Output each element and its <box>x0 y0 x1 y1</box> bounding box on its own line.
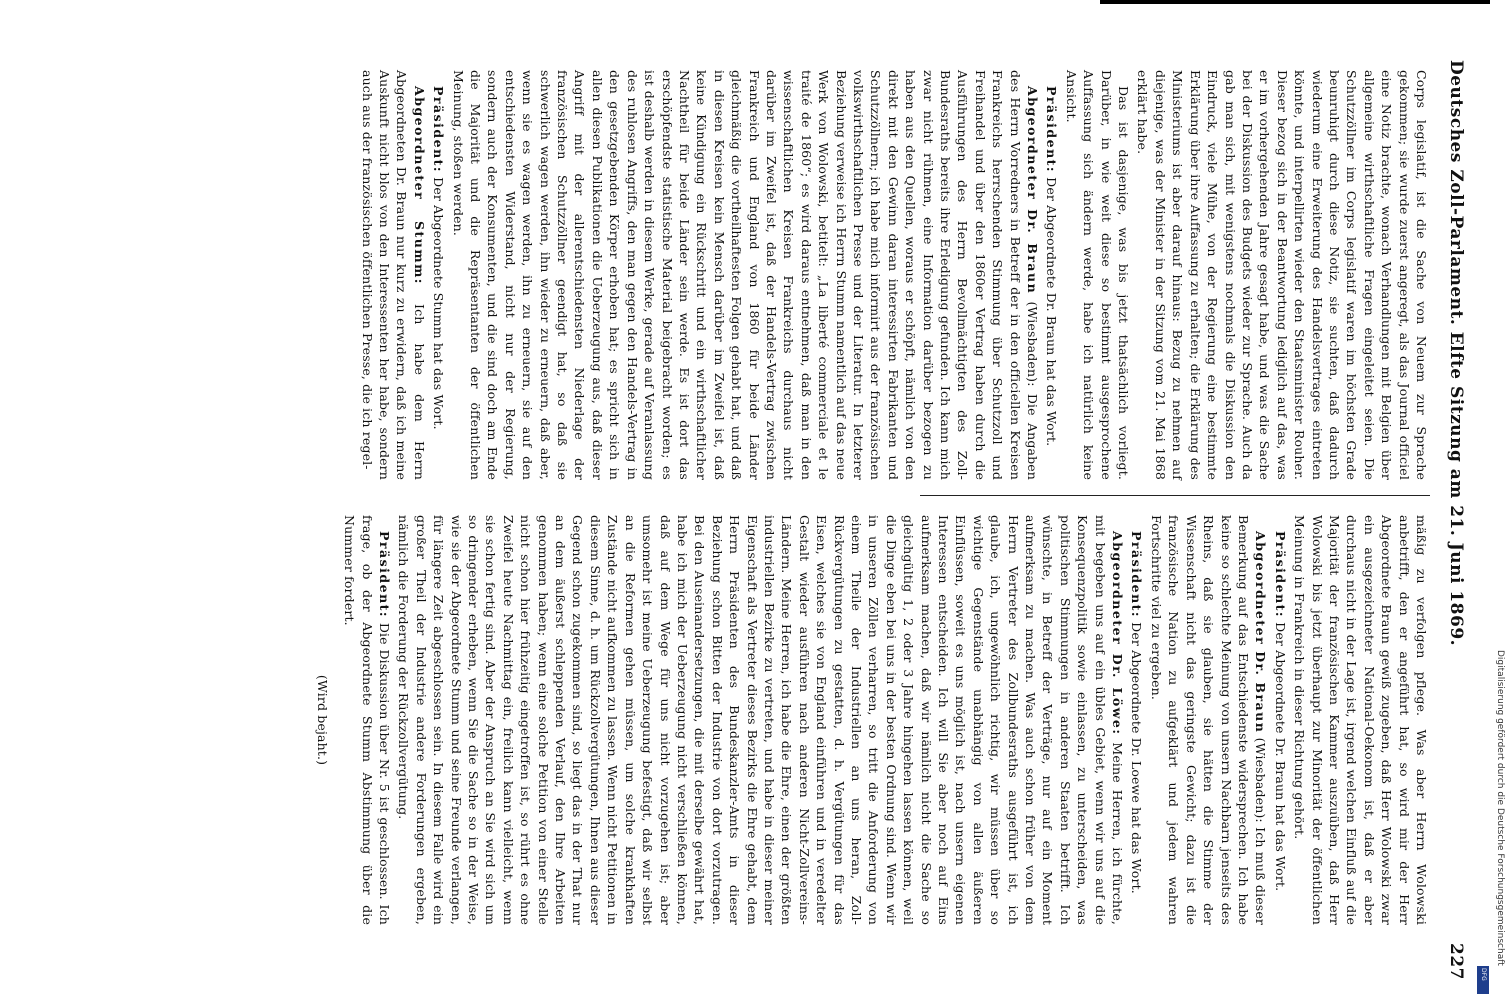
column-divider <box>920 495 1430 496</box>
page-title: Deutsches Zoll-Parlament. Elfte Sitzung am 21. Juni 1869. <box>1446 60 1466 647</box>
speaker-name: Präsident: <box>431 86 447 174</box>
dfg-logo-text: DFG <box>1480 968 1487 981</box>
speaker-place: (Wiesbaden): <box>1253 737 1269 823</box>
speaker-paragraph <box>1148 515 1270 925</box>
stage-direction: (Wird bejaht.) <box>314 674 330 766</box>
speech-text: Der Abgeordnete Stumm hat das Wort. <box>431 177 447 430</box>
speech-text: Die Angaben des Herrn Vorredners in Betreff der in den officiellen Kreisen Frankreichs herrschenden Stimmung über Schutzzoll und Freihandel und über den 1860er Vertrag haben durch die Ausführungen des Herrn Bevollmächtigten des Zoll-Bundesraths bereits ihre Erledigung gefunden. Ich kann mich zwar nicht rühmen, eine Information darüber bezogen zu haben aus den Quellen, woraus er schöpft, nämlich von den direkt mit den Gewinn daran interessirten Fabrikanten und Schutzzöllnern; ich habe mich informirt aus der französischen volkswirthschaftlichen Presse und der Literatur. In letzterer Beziehung verweise ich Herrn Stumm namentlich auf das neue Werk von Wolowski, betitelt: „La liberté commerciale et le traité de 1860“; es wird daraus entnehmen, daß man in den wissenschaftlichen Kreisen Frankreichs durchaus nicht darüber im Zweifel ist, daß der Handels-Vertrag zwischen Frankreich und England von 1860 für beide Länder gleichmäßig die vortheilhaftesten Folgen gehabt hat, und daß in diesen Kreisen kein Mensch darüber im Zweifel ist, daß keine Kündigung ein Rückschritt und ein wirthschaftlicher Nachtheil für beide Länder sein werde. Es ist dort das erschöpfendste statistische Material beigebracht worden; es ist deshalb werden in diesem Werke, gerade auf Veranlassung des ruhlosen Angriffs, den man gegen den Handels-Vertrag in den gesetzgebenden Körper erhoben hat; es spricht sich in allen diesen Publikationen die Ueberzeugung aus, daß dieser Angriff mit der allerentschiedensten Niederlage der französischen Schutzzöllner geendigt hat, so daß sie schwerlich wagen werden, ihn wieder zu erneuern, daß aber, wenn sie es wagen werden, ihn zu erneuern, sie auf den entschiedensten Widerstand, nicht nur der Regierung, sondern auch der Konsumenten, und die sind doch am Ende die Majorität und die Repräsentanten der öffentlichen Meinung, stoßen werden. <box>450 70 1041 481</box>
page-number: 227 <box>1446 943 1466 980</box>
speaker-paragraph <box>1043 70 1060 480</box>
speech-text: Der Abgeordnete Dr. Braun hat das Wort. <box>1044 177 1060 447</box>
paragraph: Corps legislatif, ist die Sache von Neuem zur Sprache gekommen; sie wurde zuerst angeregt, als das Journal officiel eine Notiz brachte, wonach Verhandlungen mit Belgien über allgemeine wirthschaftliche Fragen eingeleitet seien. Die Schutzzöllner im Corps legislatif waren im höchsten Grade beunruhigt durch diese Notiz, sie suchten, daß dadurch wiederum eine Erweiterung des Handelsvertrages eintreten könnte, und interpellirten wieder den Staatsminister Rouher. Dieser bezog sich in der Beantwortung lediglich auf das, was er im vorhergehenden Jahre gesagt habe, und was die Sache bei der Diskussion des Budgets wieder zur Sprache. Auch da gab man sich, mit wenigstens nochmals die Diskussion den Eindruck, viele Mühe, von der Regierung eine bestimmte Erklärung über ihre Auffassung zu erhalten; die Erklärung des Ministeriums ist aber darauf hinaus: Bezug zu nehmen auf diejenige, was der Minister in der Sitzung vom 21. Mai 1868 erklärt habe. <box>1135 70 1429 480</box>
speaker-name: Präsident: <box>1044 86 1060 174</box>
speech-text: Ich habe dem Herrn Abgeordneten Dr. Braun nur kurz zu erwidern, daß ich meine Auskunft nicht blos von den Interessenten her habe, sondern auch aus der französischen öffentlichen Presse, die ich regel- <box>359 70 427 480</box>
speaker-name: Abgeordneter Dr. Braun <box>1253 531 1269 734</box>
digitization-note <box>1477 650 1505 995</box>
right-column <box>311 515 1430 925</box>
speaker-paragraph <box>1128 515 1145 925</box>
speaker-paragraph <box>358 70 428 480</box>
speaker-paragraph <box>1271 515 1288 925</box>
speaker-name: Abgeordneter Dr. Braun <box>1025 86 1041 295</box>
speaker-name: Abgeordneter Stumm: <box>411 86 427 285</box>
speaker-paragraph <box>395 515 1126 925</box>
page-header <box>1438 60 1472 980</box>
speaker-paragraph <box>430 70 447 480</box>
left-column <box>356 70 1430 480</box>
speech-text: Der Abgeordnete Dr. Loewe hat das Wort. <box>1129 622 1145 894</box>
speech-text: Ich muß dieser Bemerkung auf das Entschiedenste widersprechen. Ich habe keine so schlechte Meinung von unsern Nachbarn jenseits des Rheins, daß sie glauben, sie hätten die Stimme der Wissenschaft nicht das geringste Gewicht; dazu ist die französische Nation zu aufgeklärt und jedem wahren Fortschritte viel zu ergeben. <box>1148 515 1269 926</box>
digitization-note-text: Digitalisierung gefördert durch die Deutsche Forschungsgemeinschaft <box>1495 650 1505 966</box>
dfg-logo <box>1477 966 1489 994</box>
speaker-place: (Wiesbaden): <box>1025 301 1041 387</box>
speaker-name: Präsident: <box>377 531 393 619</box>
speaker-name: Abgeordneter Dr. Löwe: <box>1110 531 1126 736</box>
scan-edge-bar <box>1100 0 1490 4</box>
paragraph: mäßig zu verfolgen pflege. Was aber Herrn Wolowski anbetrifft, den er angeführt hat, so wird mir der Herr Abgeordnete Braun gewiß zugeben, daß Herr Wolowski zwar ein ausgezeichneter National-Oekonom ist, daß er aber durchaus nicht in der Lage ist, irgend welchen Einfluß auf die Majorität der französischen Kammer auszuüben, daß Herr Wolowski bis jetzt überhaupt zur Minorität der öffentlichen Meinung in Frankreich in dieser Richtung gehört. <box>1292 515 1429 925</box>
speaker-name: Präsident: <box>1272 531 1288 619</box>
paragraph: Das ist dasjenige, was bis jetzt thatsächlich vorliegt. Darüber, in wie weit diese so bestimmt ausgesprochene Auffassung sich ändern werde, habe ich natürlich keine Ansicht. <box>1063 70 1132 480</box>
speech-text: Der Abgeordnete Dr. Braun hat das Wort. <box>1272 622 1288 892</box>
speaker-paragraph <box>449 70 1041 480</box>
speech-text: Meine Herren, ich fürchte, mit begeben uns auf ein übles Gebiet, wenn wir uns auf die Konsequenzpolitik sowie einlassen, zu unterscheiden, was politischen Stimmungen in anderen Staaten betrifft. Ich wünschte, in Betreff der Verträge, nur auf ein Moment aufmerksam zu machen. Was auch schon früher von dem Herrn Vertreter des Zollbundesraths ausgeführt ist, ich glaube, ich, ungewöhnlich richtig, wir müssen über so wichtige Gegenstände unabhängig von allen äußeren Einflüssen, soweit es uns möglich ist, nach unsern eigenen Interessen entscheiden. Ich will Sie aber noch auf Eins aufmerksam machen, daß wir nämlich nicht die Sache so gleichgültig 1, 2 oder 3 Jahre hingehen lassen können, weil die Dinge eben bei uns in der besten Ordnung sind. Wenn wir in unseren Zöllen verharren, so tritt die Anforderung von einem Theile der Industriellen an uns heran, Zoll-Rückvergütungen zu gestatten, d. h. Vergütungen für das Eisen, welches sie von England einführen und in veredelter Gestalt wieder ausführen nach anderen Nicht-Zollvereins-Ländern. Meine Herren, ich habe die Ehre, einen der größten industriellen Bezirke zu vertreten, und habe in dieser meiner Eigenschaft als Vertreter dieses Bezirks die Ehre gehabt, dem Herrn Präsidenten des Bundeskanzler-Amts in dieser Beziehung schon Bitten der Industrie von dort vorzutragen. Bei den Auseinandersetzungen, die mit derselbe gewährt hat, habe ich mich der Ueberzeugung nicht verschließen können, daß auf dem Wege für uns nicht vorzugehen ist; aber umsomehr ist meine Ueberzeugung befestigt, daß wir selbst an die Reformen gehen müssen, um solche krankhaften Zustände nicht aufkommen zu lassen. Wenn nicht Petitionen in diesem Sinne, d. h. um Rückzollvergütungen, Ihnen aus dieser Gegend schon zugekommen sind, so liegt das in der That nur an dem äußerst schleppenden Verlauf, den Ihre Arbeiten genommen haben; wenn eine solche Petition von einer Stelle nicht schon hier frühzeitig eingetroffen ist, so rührt es ohne Zweifel heute Nachmittag ein, freilich kann vielleicht, wenn sie schon fertig sind. Aber der Anspruch an Sie wird sich um so dringender erheben, wenn Sie die Sache so in der Weise, wie sie der Abgeordnete Stumm und seine Freunde verlangen, für längere Zeit abgeschlossen sein. In diesem Falle wird ein großer Theil der Industrie andere Forderungen ergeben, nämlich die Forderung der Rückzollvergütung. <box>396 515 1126 926</box>
speaker-name: Präsident: <box>1129 531 1145 619</box>
speaker-paragraph <box>341 515 393 925</box>
speech-text: Die Diskussion über Nr. 5 ist geschlossen. Ich frage, ob der Abgeordnete Stumm Abstimmung über die Nummer fordert. <box>342 515 393 926</box>
